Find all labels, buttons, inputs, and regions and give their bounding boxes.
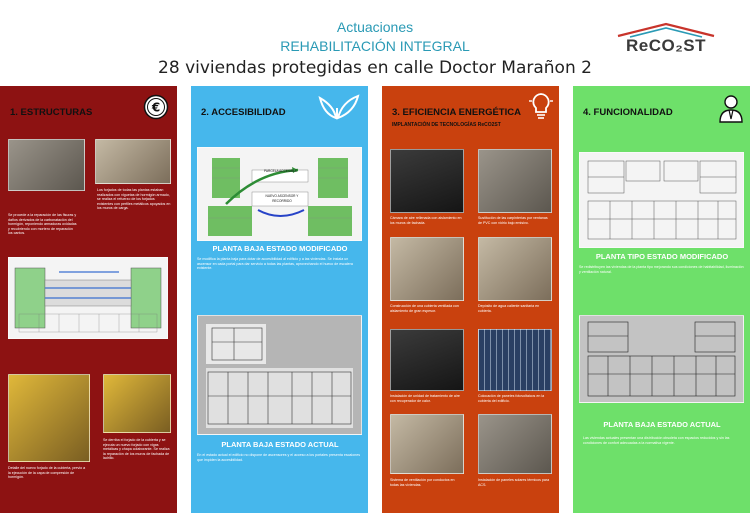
diagram-label-parcela: PARCELA ACCESIBLE [264,169,298,173]
diagram-label-ascensor: NUEVO ASCENSOR Y RECORRIDO [265,194,299,203]
euro-coin-icon [143,94,169,125]
photo-air-unit [390,329,464,391]
panel-funcionalidad [573,86,750,513]
caption-planta-baja-actual-funcionalidad: PLANTA BAJA ESTADO ACTUAL [603,420,721,429]
photo-ventilated-roof [390,237,464,301]
photo-water-tank [478,237,552,301]
person-icon [717,93,745,128]
header-line2: REHABILITACIÓN INTEGRAL [280,38,470,54]
logo-text: ReCO₂ST [626,36,707,55]
panel-eficiencia-energetica [382,86,559,513]
caption-photo-1: Cámara de aire rellenada con aislamiento en los muros de fachada. [390,216,462,225]
photo-insulation-wall [390,149,464,213]
caption-planta-baja-actual: PLANTA BAJA ESTADO ACTUAL [221,440,339,449]
photo-worker-room [95,139,171,184]
text-reparacion: Se procede a la reparación de las fisuras y daños derivados de la carbonatación del hormigón, reponiendo armaduras oxidadas y recubriendo con mortero de reparación los cantos. [8,213,77,236]
text-funcionalidad-a: Se redistribuyen las viviendas de la planta tipo mejorando sus condiciones de habitabilidad, iluminación y ventilación natural. [579,265,744,274]
photo-windows [478,149,552,213]
plan-accesibilidad [197,147,362,241]
plan-planta-tipo-modificado [579,152,744,248]
panel-subtitle: IMPLANTACIÓN DE TECNOLOGÍAS ReCO2ST [392,122,501,128]
caption-photo-2: Sustitución de las carpinterías por ventanas de PVC con vidrio bajo emisivo. [478,216,548,225]
lightbulb-icon [528,91,554,128]
header-line1: Actuaciones [336,19,414,35]
photo-pv-panels [478,329,552,391]
caption-photo-8: Instalación de paneles solares térmicos para ACS. [478,478,550,487]
text-detalle: Detalle del nuevo forjado de la cubierta, previo a la ejecución de la capa de compresión de hormigón. [8,466,86,480]
text-forjados: Los forjados de todas las plantas estaban realizados con viguetas de hormigón armado, se realiza el refuerzo de los forjados existentes con perfiles metálicos apoyados en los muros de carga. [97,188,171,211]
photo-new-slab [8,374,90,462]
plan-planta-baja-actual-funcionalidad [579,315,744,403]
plan-planta-baja-actual [197,315,362,435]
leaves-icon [312,90,362,125]
text-cubierta: Se derriba el forjado de la cubierta y se ejecuta un nuevo forjado con vigas metálicas y chapa colaborante. Se realiza la reparación de los muros de fachada de ladrillo. [103,438,170,461]
panel-estructuras [0,86,177,513]
svg-text:€: € [151,100,161,115]
panel-title: 4. FUNCIONALIDAD [583,107,673,118]
panel-title: 3. EFICIENCIA ENERGÉTICA [392,107,521,118]
page-title: 28 viviendas protegidas en calle Doctor Marañon 2 [158,58,592,78]
plan-estructura [8,257,168,339]
caption-photo-7: Sistema de ventilación por conductos en todas las viviendas. [390,478,455,487]
caption-photo-5: Instalación de unidad de tratamiento de aire con recuperador de calor. [390,394,460,403]
panel-title: 2. ACCESIBILIDAD [201,107,286,118]
text-funcionalidad-b: Las viviendas actuales presentan una distribución obsoleta con espacios reducidos y sin las condiciones de confort adecuadas a la normativa vigente. [583,436,730,445]
caption-photo-3: Construcción de una cubierta ventilada con aislamiento de gran espesor. [390,304,459,313]
photo-column-damage [8,139,85,191]
text-accesibilidad-a: Se modifica la planta baja para dotar de accesibilidad al edificio y a las viviendas. Se instala un ascensor en cada portal para dar servicio a todas las plantas, aprovechando el hueco de escalera existente. [197,257,353,271]
photo-ventilation-ducts [390,414,464,474]
photo-slab-formwork [103,374,171,433]
caption-planta-baja-modificado: PLANTA BAJA ESTADO MODIFICADO [212,244,348,253]
panel-title: 1. ESTRUCTURAS [10,107,93,118]
caption-planta-tipo-modificado: PLANTA TIPO ESTADO MODIFICADO [595,252,729,261]
photo-solar-thermal [478,414,552,474]
text-accesibilidad-b: En el estado actual el edificio no dispone de ascensores y el acceso a los portales presenta escalones que impiden la accesibilidad. [197,453,361,462]
panel-accesibilidad [191,86,368,513]
caption-photo-6: Colocación de paneles fotovoltaicos en la cubierta del edificio. [478,394,545,403]
caption-photo-4: Depósito de agua caliente sanitaria en cubierta. [478,304,540,313]
reco2st-logo [616,22,716,62]
